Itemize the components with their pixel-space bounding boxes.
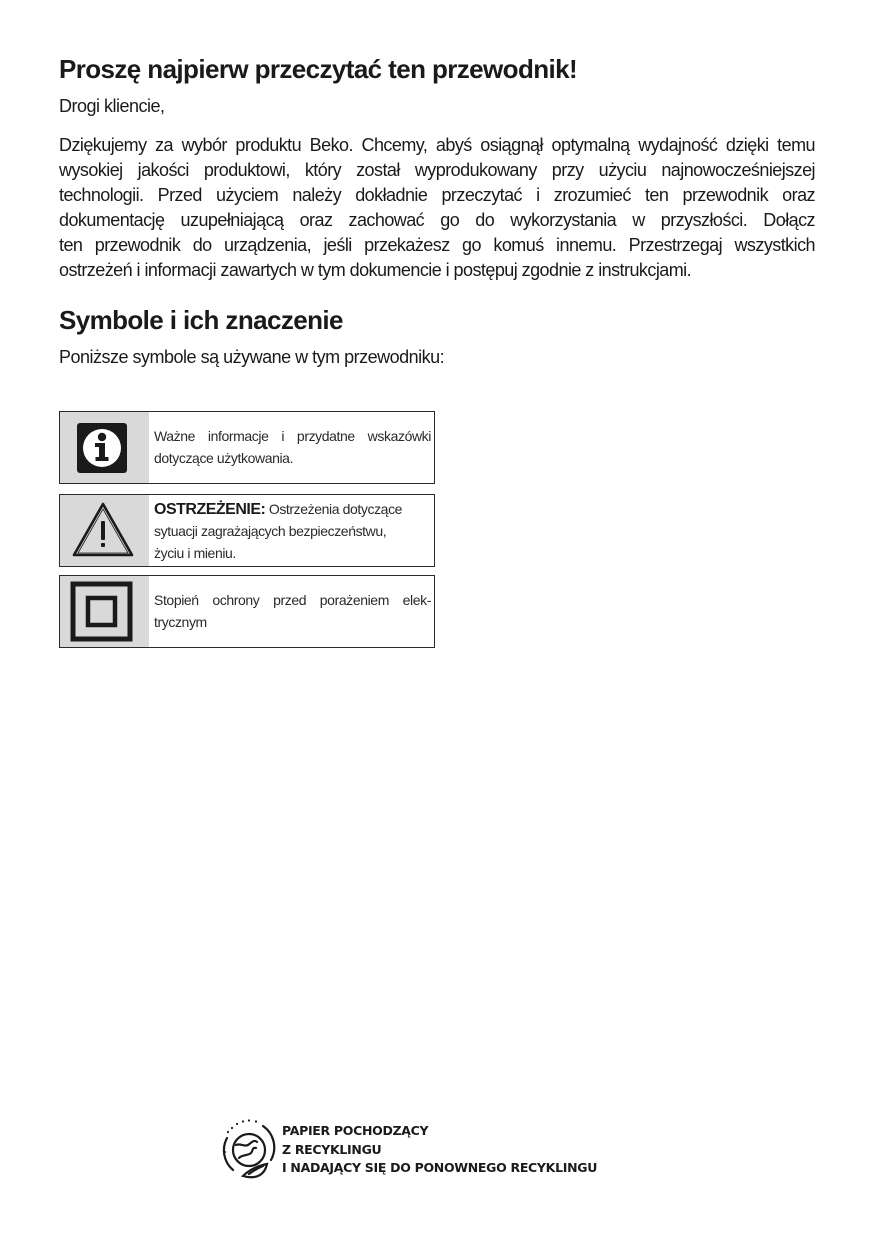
info-icon — [60, 412, 149, 483]
symbol-text-line: trycznym — [154, 614, 207, 630]
recycling-line: PAPIER POCHODZĄCY — [282, 1123, 429, 1138]
symbol-description — [154, 589, 431, 633]
paragraph-line: dokumentację uzupełniającą oraz zachować go do wykorzystania w przyszłości. Dołącz — [59, 210, 815, 230]
paragraph-line: Dziękujemy za wybór produktu Beko. Chcemy, abyś osiągnął optymalną wydajność dzięki temu — [59, 135, 815, 155]
symbol-description — [154, 425, 431, 469]
warning-label: OSTRZEŻENIE: — [154, 501, 266, 518]
symbol-row-info — [59, 411, 435, 484]
paragraph-line: ten przewodnik do urządzenia, jeśli przekażesz go komuś innemu. Przestrzegaj wszystkich — [59, 235, 815, 255]
symbol-text-line: Stopień ochrony przed porażeniem elek- — [154, 592, 431, 608]
symbol-text-line — [154, 498, 431, 520]
double-insulation-icon — [60, 576, 149, 647]
symbol-text-line: dotyczące użytkowania. — [154, 450, 294, 466]
symbol-row-warning — [59, 494, 435, 567]
paragraph-line: ostrzeżeń i informacji zawartych w tym dokumencie i postępuj zgodnie z instrukcjami. — [59, 260, 692, 280]
warning-label-rest: Ostrzeżenia dotyczące — [265, 501, 403, 517]
symbol-description — [154, 498, 431, 564]
intro-paragraph — [59, 133, 815, 283]
symbol-row-protection-class — [59, 575, 435, 648]
recycling-notice — [219, 1118, 639, 1182]
symbol-text-line: sytuacji zagrażających bezpieczeństwu, — [154, 523, 387, 539]
greeting: Drogi kliencie, — [59, 96, 165, 116]
symbol-text-line: Ważne informacje i przydatne wskazówki — [154, 428, 431, 444]
recycling-line: I NADAJĄCY SIĘ DO PONOWNEGO RECYKLINGU — [282, 1160, 598, 1175]
recycling-line: Z RECYKLINGU — [282, 1141, 382, 1157]
warning-triangle-icon — [60, 495, 149, 566]
page-title: Proszę najpierw przeczytać ten przewodnik! — [59, 54, 578, 84]
recycled-paper-globe-icon — [219, 1118, 279, 1187]
symbols-intro: Poniższe symbole są używane w tym przewodniku: — [59, 347, 445, 367]
recycling-text — [282, 1122, 597, 1178]
symbols-heading: Symbole i ich znaczenie — [59, 305, 343, 335]
paragraph-line: technologii. Przed użyciem należy dokładnie przeczytać i zrozumieć ten przewodnik oraz — [59, 185, 815, 205]
paragraph-line: wysokiej jakości produktowi, który został wyprodukowany przy użyciu najnowocześniejszej — [59, 160, 815, 180]
symbol-text-line: życiu i mieniu. — [154, 545, 236, 561]
